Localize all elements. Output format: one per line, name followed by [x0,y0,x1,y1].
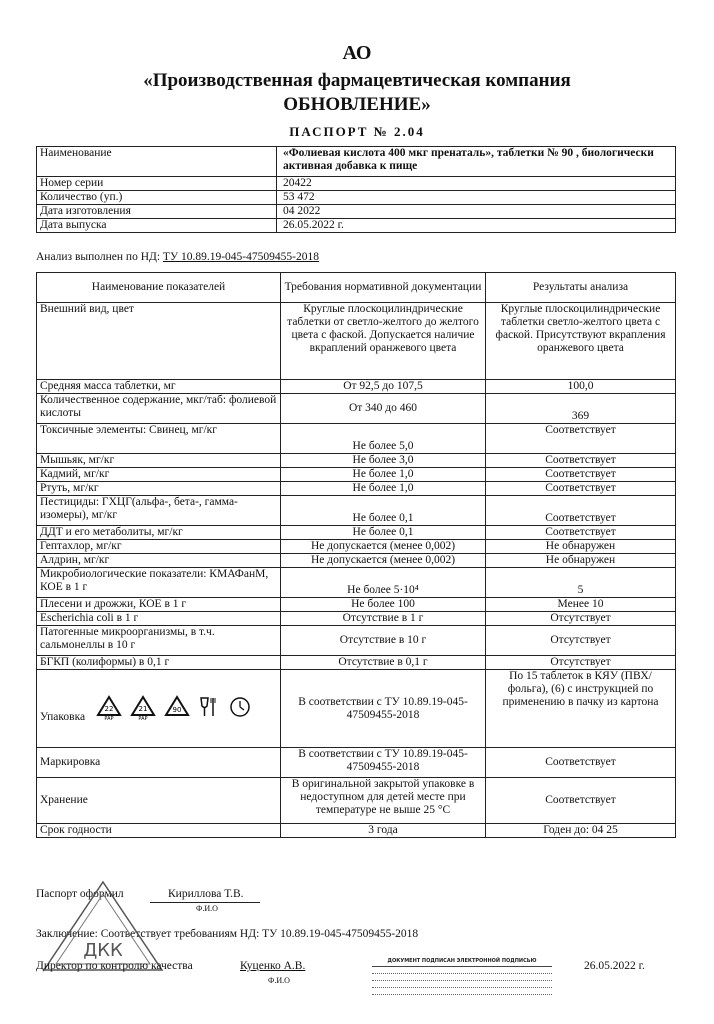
row-req: От 92,5 до 107,5 [281,380,486,394]
table-row [37,219,676,233]
row-res: Круглые плоскоцилиндрические таблетки светло-желтого цвета с фаской. Присутствуют вкрапления оранжевого цвета [486,303,676,380]
table-row [37,748,676,778]
passport-number: ПАСПОРТ № 2.04 [289,124,425,139]
row-name: Упаковка [40,710,86,723]
row-res: Соответствует [486,454,676,468]
row-res: Соответствует [486,468,676,482]
col-header-name: Наименование показателей [37,273,281,303]
packaging-cell [37,670,281,748]
table-row [37,612,676,626]
table-header-row [37,273,676,303]
product-label: Наименование [37,147,277,177]
row-req: Не более 5,0 [281,424,486,454]
analysis-note-value: ТУ 10.89.19-045-47509455-2018 [162,251,319,263]
mfg-date-label: Дата изготовления [37,205,277,219]
row-req: Не более 5·10⁴ [281,568,486,598]
row-name: Escherichia coli в 1 г [37,612,281,626]
header-company-line: «Производственная фармацевтическая компания [143,70,571,91]
row-name: Мышьяк, мг/кг [37,454,281,468]
series-value: 20422 [277,177,676,191]
row-name: Срок годности [37,824,281,838]
passport-by-label: Паспорт оформил [36,888,124,900]
row-name: Маркировка [37,748,281,778]
row-res: Соответствует [486,748,676,778]
director-name: Куценко А.В. [240,960,306,972]
glass-fork-icon [198,694,220,720]
svg-text:PAP: PAP [138,715,148,720]
release-date-label: Дата выпуска [37,219,277,233]
svg-text:ДКК: ДКК [83,940,123,961]
row-req: В соответствии с ТУ 10.89.19-045-47509455-2018 [281,670,486,748]
recycle-pap-icon [96,694,122,720]
series-label: Номер серии [37,177,277,191]
row-name: Плесени и дрожжи, КОЕ в 1 г [37,598,281,612]
table-row [37,177,676,191]
row-name: Патогенные микроорганизмы, в т.ч. сальмонеллы в 10 г [37,626,281,656]
row-name: Внешний вид, цвет [37,303,281,380]
packaging-icons [96,694,252,720]
table-row [37,482,676,496]
esig-title: ДОКУМЕНТ ПОДПИСАН ЭЛЕКТРОННОЙ ПОДПИСЬЮ [387,958,537,964]
row-req: Отсутствие в 10 г [281,626,486,656]
row-name: Алдрин, мг/кг [37,554,281,568]
fio-label: Ф.И.О [268,976,290,985]
row-req: В соответствии с ТУ 10.89.19-045-47509455-2018 [281,748,486,778]
fio-label: Ф.И.О [196,904,218,913]
table-row [37,824,676,838]
quantity-label: Количество (уп.) [37,191,277,205]
table-row [37,554,676,568]
table-row [37,778,676,824]
row-name: Хранение [37,778,281,824]
electronic-signature-block [372,958,552,1004]
quantity-value: 53 472 [277,191,676,205]
row-name: Ртуть, мг/кг [37,482,281,496]
recycle-90-icon [164,694,190,720]
row-res: Годен до: 04 25 [486,824,676,838]
row-res: 369 [486,394,676,424]
row-req: Не более 0,1 [281,526,486,540]
table-row [37,454,676,468]
row-req: Отсутствие в 1 г [281,612,486,626]
row-req: Не более 1,0 [281,468,486,482]
table-row [37,626,676,656]
svg-text:PAP: PAP [104,715,114,720]
clock-icon [228,695,252,719]
col-header-res: Результаты анализа [486,273,676,303]
table-row [37,598,676,612]
row-req: Не более 1,0 [281,482,486,496]
table-row [37,147,676,177]
row-res: По 15 таблеток в КЯУ (ПВХ/фольга), (6) с инструкцией по применению в пачку из картона [486,670,676,748]
table-row [37,394,676,424]
row-name: Пестициды: ГХЦГ(альфа-, бета-, гамма- изомеры), мг/кг [37,496,281,526]
header-org-form: АО [342,42,372,64]
table-row [37,540,676,554]
svg-text:90: 90 [172,705,182,714]
row-name: Средняя масса таблетки, мг [37,380,281,394]
svg-text:21: 21 [138,704,148,713]
row-req: В оригинальной закрытой упаковке в недоступном для детей месте при температуре не выше 25 °С [281,778,486,824]
row-name: ДДТ и его метаболиты, мг/кг [37,526,281,540]
svg-text:22: 22 [104,704,114,713]
product-value: «Фолиевая кислота 400 мкг пренаталь», таблетки № 90 , биологически активная добавка к пище [277,147,676,177]
sign-date: 26.05.2022 г. [584,960,645,972]
analysis-note-prefix: Анализ выполнен по НД: [36,251,161,263]
table-row [37,496,676,526]
row-res: Отсутствует [486,626,676,656]
row-res: Соответствует [486,482,676,496]
table-row [37,526,676,540]
row-req: Не допускается (менее 0,002) [281,554,486,568]
table-row [37,656,676,670]
row-req: Не более 3,0 [281,454,486,468]
table-row [37,380,676,394]
row-req: Отсутствие в 0,1 г [281,656,486,670]
table-row [37,568,676,598]
release-date-value: 26.05.2022 г. [277,219,676,233]
table-row [37,205,676,219]
col-header-req: Требования нормативной документации [281,273,486,303]
row-name: Количественное содержание, мкг/таб: фолиевой кислоты [37,394,281,424]
row-name: БГКП (колиформы) в 0,1 г [37,656,281,670]
mfg-date-value: 04 2022 [277,205,676,219]
row-res: 100,0 [486,380,676,394]
row-req: Не допускается (менее 0,002) [281,540,486,554]
row-req: 3 года [281,824,486,838]
row-req: Не более 100 [281,598,486,612]
row-name: Токсичные элементы: Свинец, мг/кг [37,424,281,454]
row-req: От 340 до 460 [281,394,486,424]
row-res: Менее 10 [486,598,676,612]
row-res: Соответствует [486,496,676,526]
table-row [37,670,676,748]
conclusion: Заключение: Соответствует требованиям НД: ТУ 10.89.19-045-47509455-2018 [36,928,419,940]
row-res: Отсутствует [486,612,676,626]
row-res: Отсутствует [486,656,676,670]
row-res: Не обнаружен [486,540,676,554]
row-name: Кадмий, мг/кг [37,468,281,482]
row-res: Соответствует [486,778,676,824]
results-table [36,272,676,838]
header-company-name: ОБНОВЛЕНИЕ» [283,94,431,115]
row-res: 5 [486,568,676,598]
table-row [37,468,676,482]
analysis-note [36,251,319,263]
row-req: Круглые плоскоцилиндрические таблетки от светло-желтого до желтого цвета с фаской. Допускается наличие вкраплений оранжевого цвета [281,303,486,380]
row-res: Соответствует [486,526,676,540]
table-row [37,191,676,205]
table-row [37,424,676,454]
row-name: Гептахлор, мг/кг [37,540,281,554]
table-row [37,303,676,380]
recycle-pap-icon [130,694,156,720]
row-name: Микробиологические показатели: КМАФанМ, КОЕ в 1 г [37,568,281,598]
row-res: Не обнаружен [486,554,676,568]
director-label: Директор по контролю качества [36,960,193,972]
product-info-table [36,146,676,233]
passport-by-name: Кириллова Т.В. [168,888,244,900]
row-req: Не более 0,1 [281,496,486,526]
row-res: Соответствует [486,424,676,454]
